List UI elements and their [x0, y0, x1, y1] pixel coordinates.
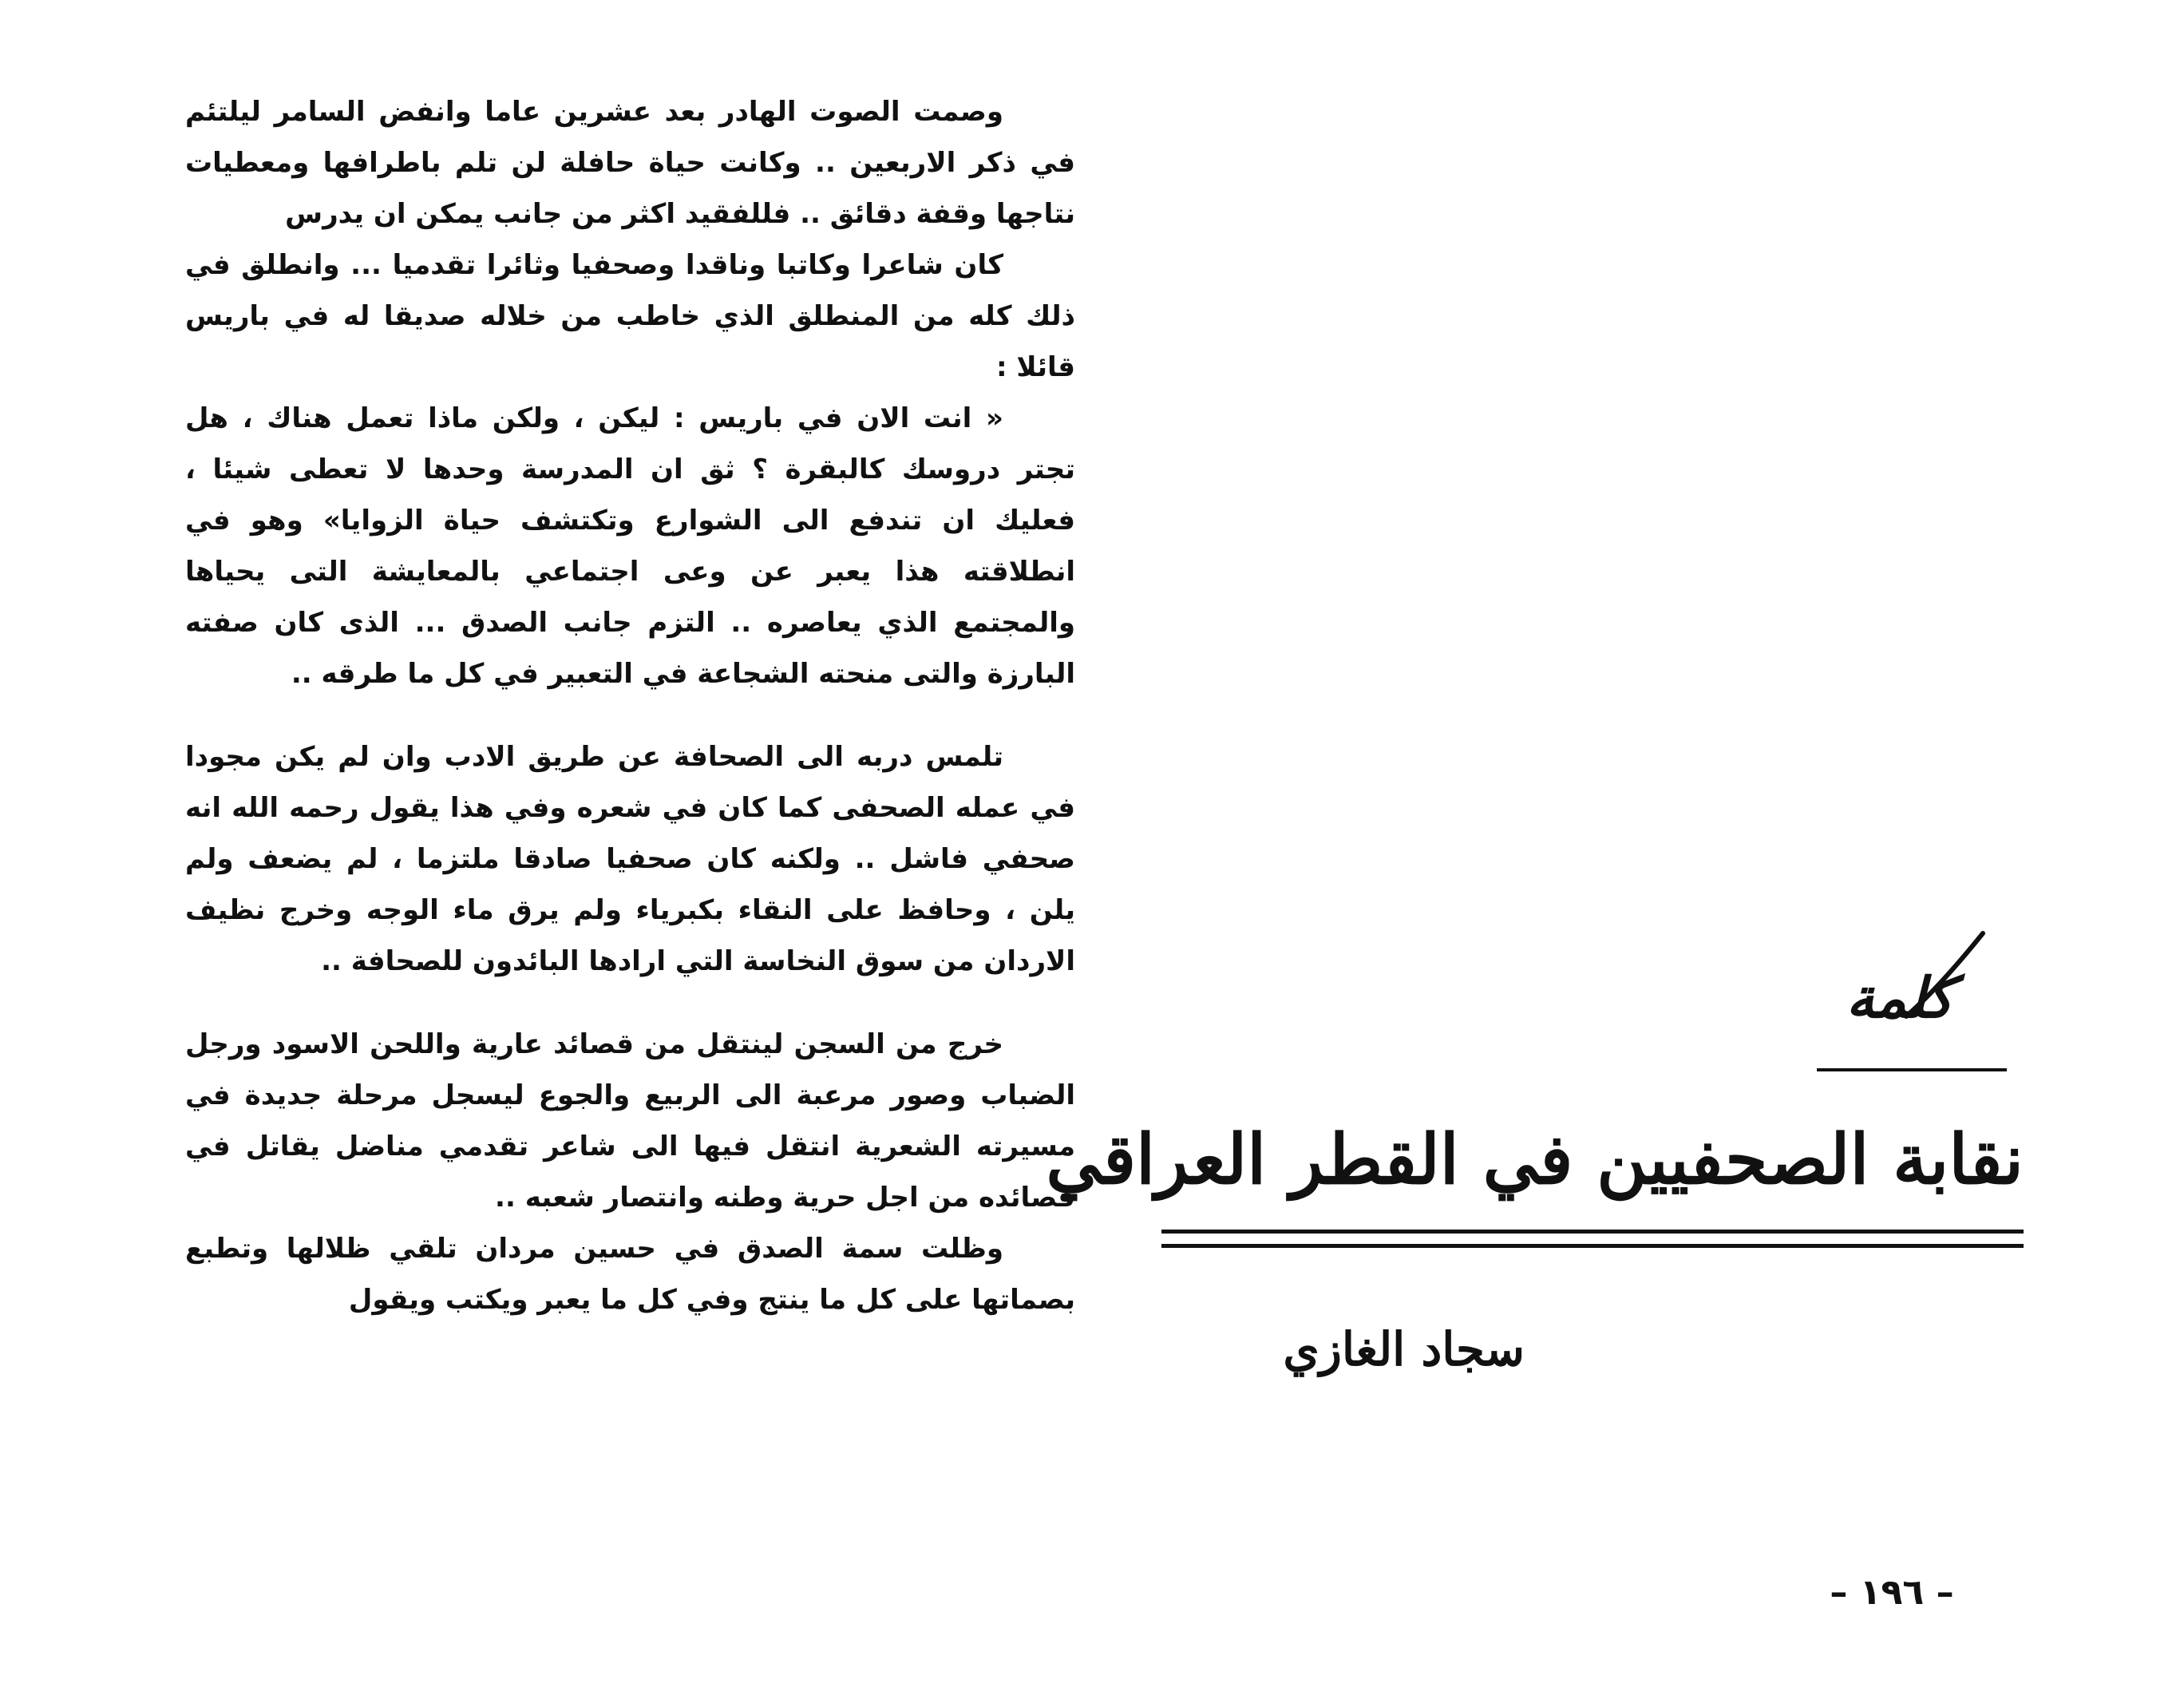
article-paragraph-6: وظلت سمة الصدق في حسين مردان تلقي ظلالها وتطبع بصماتها على كل ما ينتج وفي كل ما يعبر ويكتب ويقول	[185, 1233, 1075, 1316]
title-rule-bottom	[1161, 1244, 2024, 1248]
column-label: كلمة	[1846, 964, 1954, 1031]
page-title: نقابة الصحفيين في القطر العراقي	[1046, 1119, 2024, 1200]
article-paragraph-4: تلمس دربه الى الصحافة عن طريق الادب وان لم يكن مجودا في عمله الصحفى كما كان في شعره وفي هذا يقول رحمه الله انه صحفي فاشل .. ولكنه كان صحفيا صادقا ملتزما ، لم يضعف ولم يلن ، وحافظ على النقاء بكبرياء ولم يرق ماء الوجه وخرج نظيف الاردان من سوق النخاسة التي ارادها البائدون للصحافة ..	[185, 741, 1075, 977]
article-paragraph-1: وصمت الصوت الهادر بعد عشرين عاما وانفض السامر ليلتئم في ذكر الاربعين .. وكانت حياة حافلة لن تلم باطرافها ومعطيات نتاجها وقفة دقائق .. فللفقيد اكثر من جانب يمكن ان يدرس	[185, 96, 1075, 230]
article-column	[185, 86, 1075, 1325]
article-paragraph-3: « انت الان في باريس : ليكن ، ولكن ماذا تعمل هناك ، هل تجتر دروسك كالبقرة ؟ ثق ان المدرسة وحدها لا تعطى شيئا ، فعليك ان تندفع الى الشوارع وتكتشف حياة الزوايا» وهو في انطلاقته هذا يعبر عن وعى اجتماعي بالمعايشة التى يحياها والمجتمع الذي يعاصره .. التزم جانب الصدق ... الذى كان صفته البارزة والتى منحته الشجاعة في التعبير في كل ما طرقه ..	[185, 402, 1075, 690]
article-paragraph-2: كان شاعرا وكاتبا وناقدا وصحفيا وثائرا تقدميا ... وانطلق في ذلك كله من المنطلق الذي خاطب من خلاله صديقا له في باريس قائلا :	[185, 249, 1075, 383]
title-rule-top	[1161, 1230, 2024, 1234]
article-paragraph-5: خرج من السجن لينتقل من قصائد عارية واللحن الاسود ورجل الضباب وصور مرعبة الى الربيع والجوع ليسجل مرحلة جديدة في مسيرته الشعرية انتقل فيها الى شاعر تقدمي مناضل يقاتل في قصائده من اجل حرية وطنه وانتصار شعبه ..	[185, 1028, 1075, 1214]
label-underline	[1817, 1068, 2007, 1071]
author-name: سجاد الغازي	[1283, 1322, 1525, 1376]
page-number: – ١٩٦ –	[1830, 1572, 1954, 1613]
